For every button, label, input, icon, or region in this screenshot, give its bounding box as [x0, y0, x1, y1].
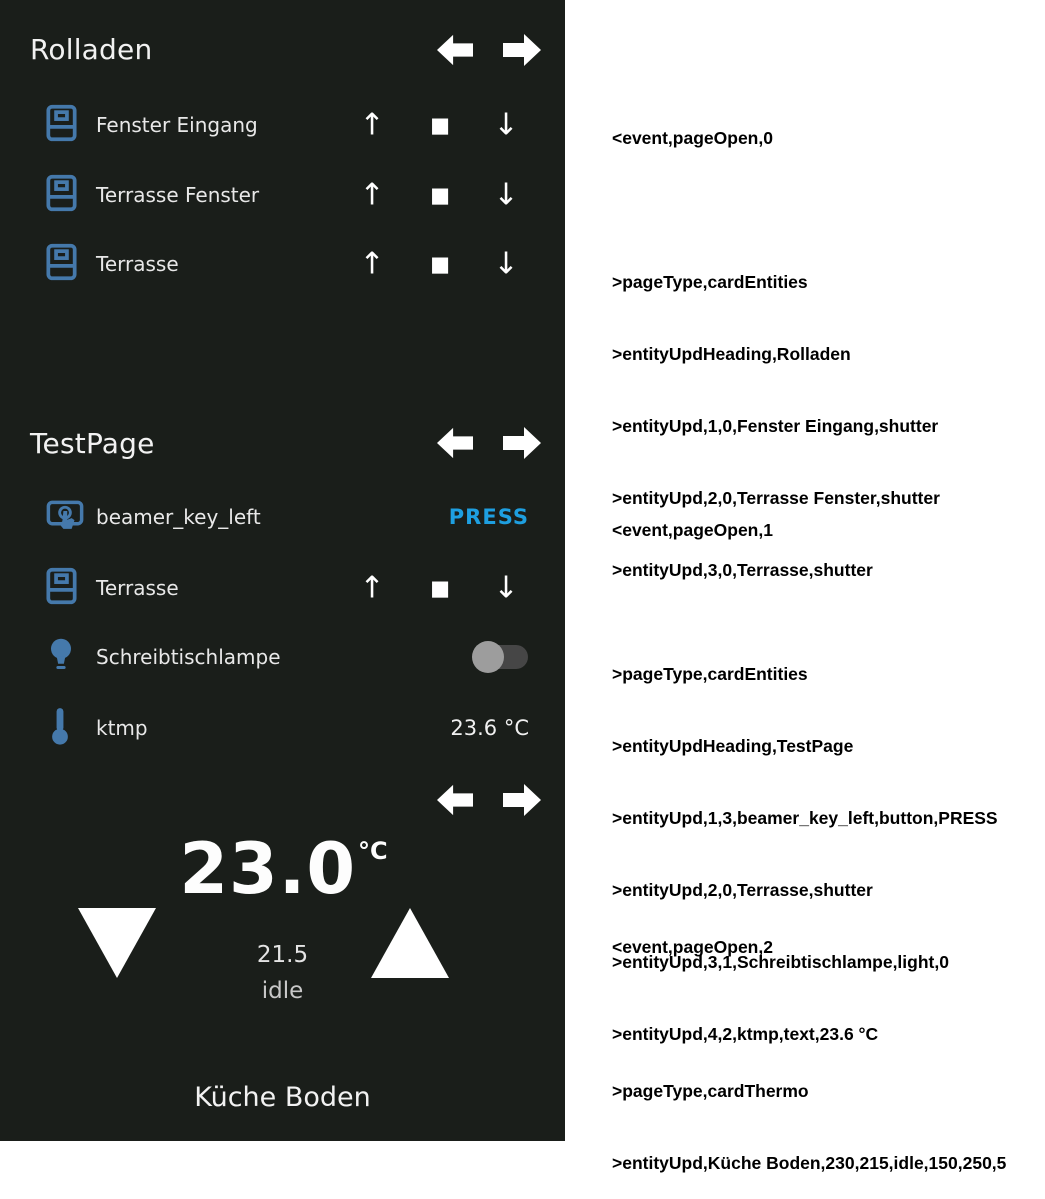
log-line: <event,pageOpen,0	[612, 128, 773, 148]
shutter-stop-button[interactable]: ■	[430, 183, 450, 207]
shutter-up-button[interactable]: ↑	[359, 246, 385, 282]
current-temp-value: 23.0	[179, 828, 357, 910]
entity-label: Schreibtischlampe	[96, 645, 281, 669]
window-shutter-icon	[46, 567, 77, 609]
window-shutter-icon	[46, 243, 77, 285]
window-shutter-icon	[46, 174, 77, 216]
entity-row	[0, 489, 565, 545]
current-temp-unit: °C	[358, 837, 388, 865]
entity-row	[0, 97, 565, 153]
entity-label: Terrasse Fenster	[96, 183, 260, 207]
card-thermo-nav	[437, 783, 541, 817]
uart-log-page2	[612, 887, 1006, 1199]
shutter-down-button[interactable]: ↓	[493, 107, 519, 143]
shutter-down-button[interactable]: ↓	[493, 246, 519, 282]
log-line	[612, 198, 940, 222]
shutter-stop-button[interactable]: ■	[430, 252, 450, 276]
log-line: >entityUpd,2,0,Terrasse Fenster,shutter	[612, 488, 940, 508]
entity-label: Terrasse	[96, 252, 179, 276]
entity-label: ktmp	[96, 716, 148, 740]
prev-page-arrow-icon[interactable]	[437, 33, 473, 67]
shutter-up-button[interactable]: ↑	[359, 570, 385, 606]
target-temperature: 21.5	[256, 942, 309, 968]
log-line: <event,pageOpen,1	[612, 520, 773, 540]
entity-row	[0, 700, 565, 756]
shutter-up-button[interactable]: ↑	[359, 177, 385, 213]
log-line: >entityUpdHeading,TestPage	[612, 736, 854, 756]
entity-label: beamer_key_left	[96, 505, 261, 529]
log-line: >entityUpd,2,0,Terrasse,shutter	[612, 880, 873, 900]
entity-row	[0, 236, 565, 292]
gesture-tap-button-icon	[46, 497, 84, 537]
toggle-knob	[472, 641, 504, 673]
shutter-stop-button[interactable]: ■	[430, 576, 450, 600]
entity-row	[0, 629, 565, 685]
next-page-arrow-icon[interactable]	[503, 783, 541, 817]
current-temperature	[0, 828, 565, 910]
shutter-down-button[interactable]: ↓	[493, 570, 519, 606]
log-line: >entityUpd,3,0,Terrasse,shutter	[612, 560, 873, 580]
log-line	[612, 1007, 1006, 1031]
thermostat-title: Küche Boden	[194, 1082, 371, 1113]
log-line: >entityUpd,1,3,beamer_key_left,button,PRESS	[612, 808, 998, 828]
entity-label: Terrasse	[96, 576, 179, 600]
log-line: >entityUpdHeading,Rolladen	[612, 344, 851, 364]
log-line: >pageType,cardEntities	[612, 272, 808, 292]
entity-row	[0, 560, 565, 616]
lightbulb-icon	[46, 636, 76, 678]
light-toggle[interactable]	[476, 645, 528, 669]
shutter-up-button[interactable]: ↑	[359, 107, 385, 143]
thermostat-state: idle	[261, 978, 304, 1004]
press-button[interactable]: PRESS	[448, 505, 529, 529]
log-line: >pageType,cardEntities	[612, 664, 808, 684]
log-line	[612, 590, 998, 614]
shutter-down-button[interactable]: ↓	[493, 177, 519, 213]
card-testpage-nav	[437, 426, 541, 460]
entity-label: Fenster Eingang	[96, 113, 258, 137]
sensor-value: 23.6 °C	[450, 716, 529, 740]
window-shutter-icon	[46, 104, 77, 146]
thermometer-icon	[50, 706, 70, 750]
log-line: >pageType,cardThermo	[612, 1081, 809, 1101]
prev-page-arrow-icon[interactable]	[437, 426, 473, 460]
log-line: >entityUpd,3,1,Schreibtischlampe,light,0	[612, 952, 949, 972]
card-rolladen-title: Rolladen	[30, 33, 153, 66]
shutter-stop-button[interactable]: ■	[430, 113, 450, 137]
log-line: >entityUpd,4,2,ktmp,text,23.6 °C	[612, 1024, 879, 1044]
prev-page-arrow-icon[interactable]	[437, 783, 473, 817]
next-page-arrow-icon[interactable]	[503, 33, 541, 67]
log-line: <event,pageOpen,2	[612, 937, 773, 957]
next-page-arrow-icon[interactable]	[503, 426, 541, 460]
log-line: >entityUpd,Küche Boden,230,215,idle,150,250,5	[612, 1153, 1007, 1173]
card-rolladen-nav	[437, 33, 541, 67]
log-line: >entityUpd,1,0,Fenster Eingang,shutter	[612, 416, 939, 436]
card-testpage-title: TestPage	[30, 427, 155, 460]
entity-row	[0, 167, 565, 223]
